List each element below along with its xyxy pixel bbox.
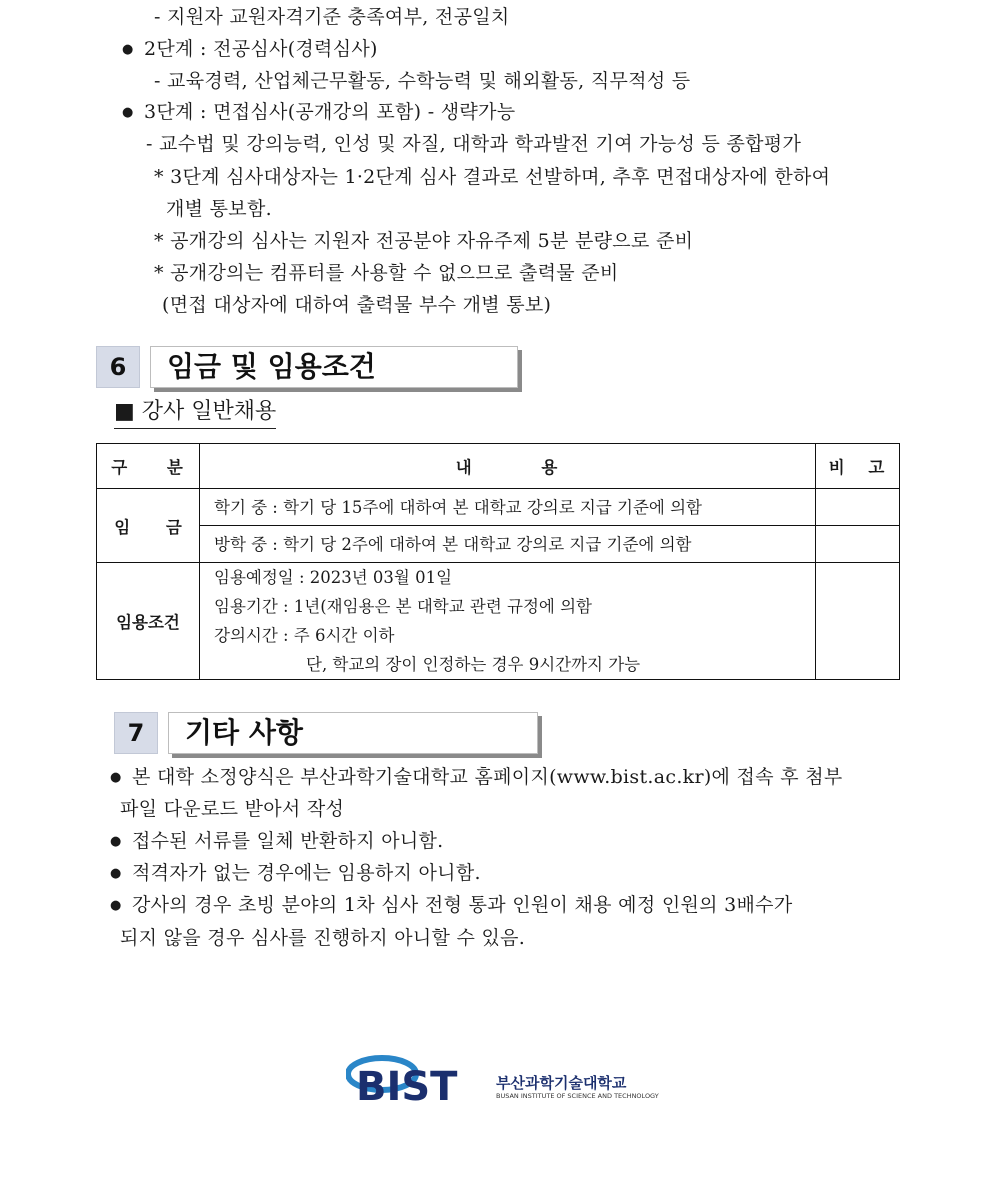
conditions-content <box>200 563 816 680</box>
section-6-number: 6 <box>96 346 140 388</box>
note-1: * 3단계 심사대상자는 1·2단계 심사 결과로 선발하며, 추후 면접대상자에 한하여 <box>154 166 831 188</box>
pay-semester <box>200 489 816 526</box>
pay-conditions-table <box>96 443 900 680</box>
pay-label: 임 금 <box>97 489 200 563</box>
etc-item-3: ● 적격자가 없는 경우에는 임용하지 아니함. <box>132 861 481 885</box>
logo-mark-text: BIST <box>356 1064 458 1108</box>
lecturer-subheading: ■ 강사 일반채용 <box>114 398 276 429</box>
lecture-hours-exception: 단, 학교의 장이 인정하는 경우 9시간까지 가능 <box>306 655 641 674</box>
etc-item-2: ● 접수된 서류를 일체 반환하지 아니함. <box>132 829 444 853</box>
header-remark: 비 고 <box>816 444 900 489</box>
remark-cell <box>816 563 900 680</box>
remark-cell <box>816 489 900 526</box>
stage3-detail: - 교수법 및 강의능력, 인성 및 자질, 대학과 학과발전 기여 가능성 등 종합평가 <box>146 133 802 155</box>
table-row <box>97 563 900 680</box>
header-content: 내 용 <box>200 444 816 489</box>
etc-item-1: ● 본 대학 소정양식은 부산과학기술대학교 홈페이지(www.bist.ac.kr)에 접속 후 첨부 <box>132 765 843 789</box>
etc-item-4-cont: 되지 않을 경우 심사를 진행하지 아니할 수 있음. <box>120 927 526 949</box>
table-row <box>97 526 900 563</box>
stage2-item: ● 2단계 : 전공심사(경력심사) <box>144 37 378 61</box>
table-row <box>97 489 900 526</box>
stage3-item: ● 3단계 : 면접심사(공개강의 포함) - 생략가능 <box>144 100 515 124</box>
lecture-hours: 강의시간 : 주 6시간 이하 <box>214 626 395 645</box>
logo-name-ko: 부산과학기술대학교 <box>496 1074 627 1092</box>
stage2-detail: - 교육경력, 산업체근무활동, 수학능력 및 해외활동, 직무적성 등 <box>154 70 691 92</box>
section-7-number: 7 <box>114 712 158 754</box>
logo-name-en: BUSAN INSTITUTE OF SCIENCE AND TECHNOLOGY <box>496 1092 659 1100</box>
pay-vacation <box>200 526 816 563</box>
criteria-line-1: - 지원자 교원자격기준 충족여부, 전공일치 <box>154 6 510 28</box>
remark-cell <box>816 526 900 563</box>
table-header-row <box>97 444 900 489</box>
term: 임용기간 : 1년(재임용은 본 대학교 관련 규정에 의함 <box>214 597 592 616</box>
note-3: * 공개강의는 컴퓨터를 사용할 수 없으므로 출력물 준비 <box>154 262 619 284</box>
note-2: * 공개강의 심사는 지원자 전공분야 자유주제 5분 분량으로 준비 <box>154 230 694 252</box>
note-1-cont: 개별 통보함. <box>166 198 272 220</box>
header-category: 구 분 <box>97 444 200 489</box>
etc-item-1-cont: 파일 다운로드 받아서 작성 <box>120 798 345 820</box>
section-7-title: 기타 사항 <box>168 712 538 754</box>
pay-semester-text: 학기 중 : 학기 당 15주에 대하여 본 대학교 강의로 지급 기준에 의함 <box>214 497 702 517</box>
section-7-header <box>114 712 544 758</box>
section-6-title: 임금 및 임용조건 <box>150 346 518 388</box>
pay-vacation-text: 방학 중 : 학기 당 2주에 대하여 본 대학교 강의로 지급 기준에 의함 <box>214 534 692 554</box>
note-3-cont: (면접 대상자에 대하여 출력물 부수 개별 통보) <box>162 294 552 316</box>
etc-item-4: ● 강사의 경우 초빙 분야의 1차 심사 전형 통과 인원이 채용 예정 인원의 3배수가 <box>132 893 792 917</box>
bist-logo <box>346 1052 666 1108</box>
section-6-header <box>96 346 526 392</box>
conditions-label: 임용조건 <box>97 563 200 680</box>
start-date: 임용예정일 : 2023년 03월 01일 <box>214 568 453 587</box>
